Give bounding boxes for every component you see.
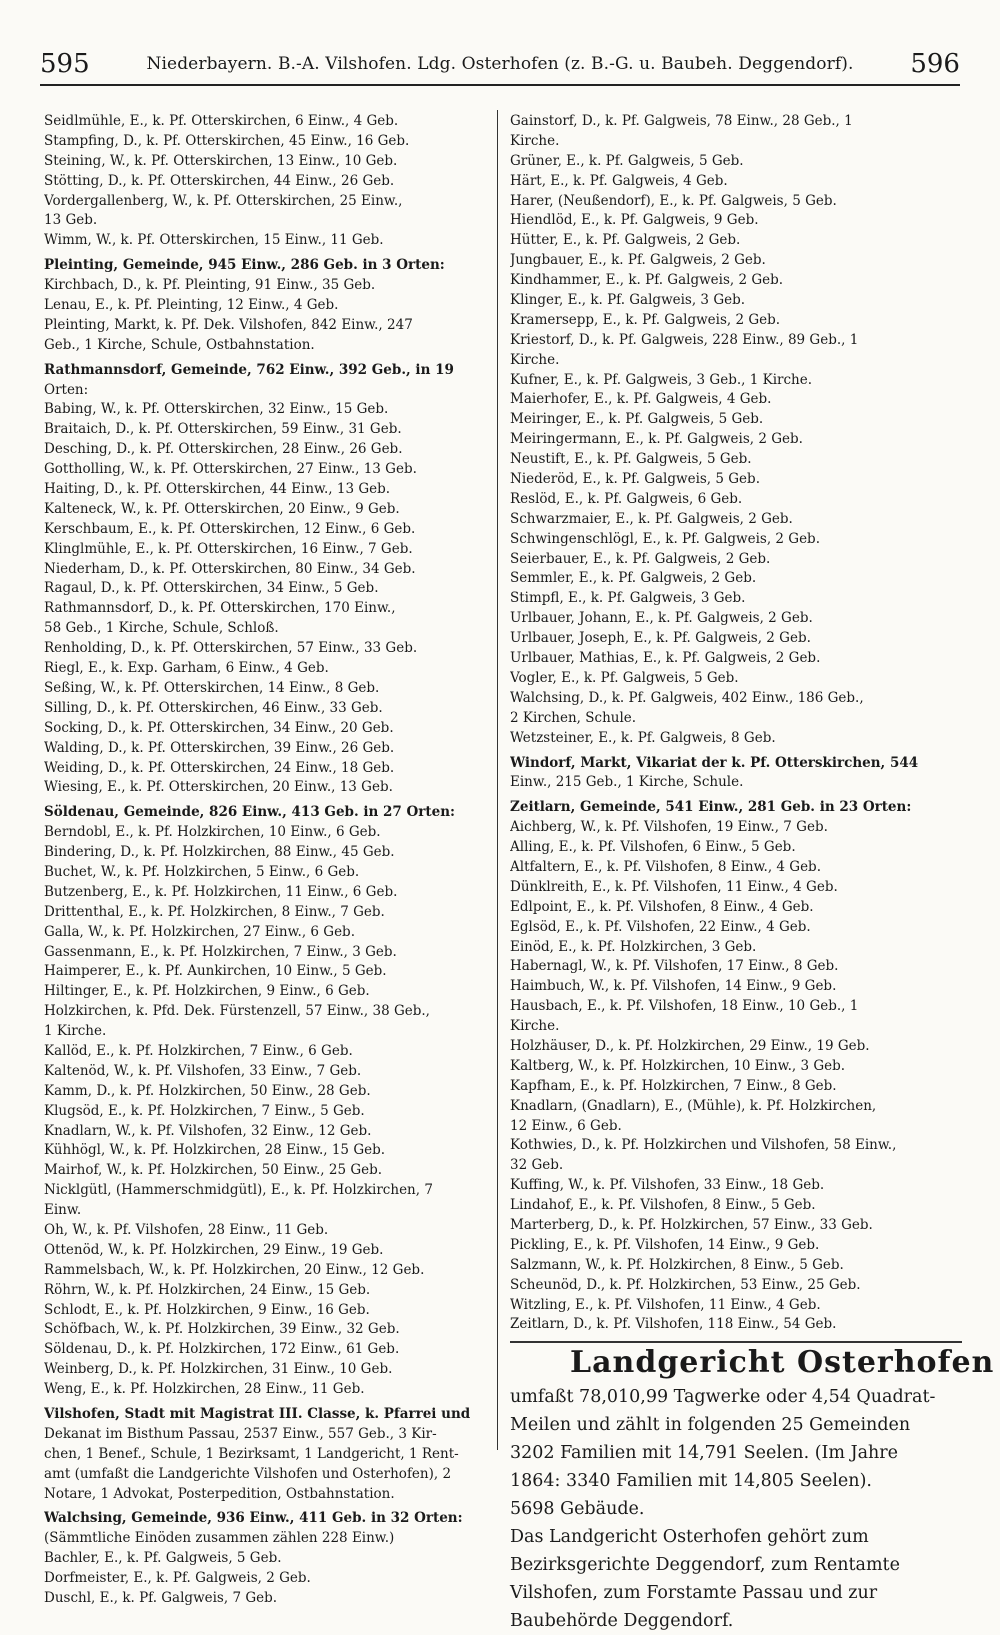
right-column-entries — [510, 112, 962, 1335]
entry-line: Seidlmühle, E., k. Pf. Otterskirchen, 6 Einw., 4 Geb. — [44, 113, 399, 129]
entry-line: chen, 1 Benef., Schule, 1 Bezirksamt, 1 Landgericht, 1 Rent- — [44, 1445, 459, 1462]
entry-line: Grüner, E., k. Pf. Galgweis, 5 Geb. — [510, 152, 744, 169]
entry-line: Kothwies, D., k. Pf. Holzkirchen und Vilshofen, 58 Einw., — [510, 1137, 897, 1154]
entry-line: 32 Geb. — [510, 1157, 564, 1174]
landgericht-line: 3202 Familien mit 14,791 Seelen. (Im Jahre — [510, 1443, 899, 1464]
entry-line: Hütter, E., k. Pf. Galgweis, 2 Geb. — [510, 232, 741, 249]
entry-line: Wetzsteiner, E., k. Pf. Galgweis, 8 Geb. — [510, 729, 776, 746]
landgericht-line: 1864: 3340 Familien mit 14,805 Seelen). — [510, 1471, 872, 1492]
entry-line: Orten: — [44, 381, 89, 398]
entry-line: Desching, D., k. Pf. Otterskirchen, 28 Einw., 26 Geb. — [44, 441, 403, 458]
entry-line: Kamm, D., k. Pf. Holzkirchen, 50 Einw., 28 Geb. — [44, 1082, 371, 1099]
entry-line: Klinger, E., k. Pf. Galgweis, 3 Geb. — [510, 292, 746, 309]
entry-line: Dünklreith, E., k. Pf. Vilshofen, 11 Einw., 4 Geb. — [510, 878, 838, 895]
entry-line: Einw. — [44, 1202, 82, 1219]
entry-line: Salzmann, W., k. Pf. Holzkirchen, 8 Einw., 5 Geb. — [510, 1256, 844, 1273]
entry-line: Walding, D., k. Pf. Otterskirchen, 39 Einw., 26 Geb. — [44, 739, 395, 756]
entry-line: Wimm, W., k. Pf. Otterskirchen, 15 Einw., 11 Geb. — [44, 232, 384, 249]
entry-line: Vordergallenberg, W., k. Pf. Otterskirchen, 25 Einw., — [44, 192, 403, 209]
entry-line: Riegl, E., k. Exp. Garham, 6 Einw., 4 Geb. — [44, 660, 329, 677]
entry-line: Eglsöd, E., k. Pf. Vilshofen, 22 Einw., 4 Geb. — [510, 918, 811, 935]
entry-line: Reslöd, E., k. Pf. Galgweis, 6 Geb. — [510, 490, 743, 507]
column-divider — [497, 110, 498, 1450]
entry-line: Walchsing, D., k. Pf. Galgweis, 402 Einw., 186 Geb., — [510, 689, 864, 706]
entry-line: Knadlarn, W., k. Pf. Vilshofen, 32 Einw., 12 Geb. — [44, 1122, 372, 1139]
entry-line: Kufner, E., k. Pf. Galgweis, 3 Geb., 1 Kirche. — [510, 371, 812, 388]
section-heading: Vilshofen, Stadt mit Magistrat III. Classe, k. Pfarrei und — [44, 1406, 471, 1422]
landgericht-line: 5698 Gebäude. — [510, 1499, 645, 1520]
entry-line: Niederham, D., k. Pf. Otterskirchen, 80 Einw., 34 Geb. — [44, 560, 416, 577]
entry-line: Schwingenschlögl, E., k. Pf. Galgweis, 2 Geb. — [510, 530, 820, 547]
entry-line: Einw., 215 Geb., 1 Kirche, Schule. — [510, 774, 744, 791]
entry-line: Einöd, E., k. Pf. Holzkirchen, 3 Geb. — [510, 938, 757, 955]
entry-line: Schlodt, E., k. Pf. Holzkirchen, 9 Einw., 16 Geb. — [44, 1301, 370, 1318]
entry-line: Stimpfl, E., k. Pf. Galgweis, 3 Geb. — [510, 590, 746, 607]
entry-line: Knadlarn, (Gnadlarn), E., (Mühle), k. Pf. Holzkirchen, — [510, 1097, 877, 1114]
entry-line: Urlbauer, Joseph, E., k. Pf. Galgweis, 2 Geb. — [510, 630, 811, 647]
entry-line: Gainstorf, D., k. Pf. Galgweis, 78 Einw., 28 Geb., 1 — [510, 113, 853, 129]
landgericht-description — [510, 1383, 962, 1635]
entry-line: Seierbauer, E., k. Pf. Galgweis, 2 Geb. — [510, 550, 771, 567]
entry-line: Kuffing, W., k. Pf. Vilshofen, 33 Einw., 18 Geb. — [510, 1177, 825, 1194]
landgericht-line: Das Landgericht Osterhofen gehört zum — [510, 1527, 869, 1548]
entry-line: Gottholling, W., k. Pf. Otterskirchen, 27 Einw., 13 Geb. — [44, 461, 417, 478]
entry-line: Wiesing, E., k. Pf. Otterskirchen, 20 Einw., 13 Geb. — [44, 779, 393, 796]
entry-line: Harer, (Neußendorf), E., k. Pf. Galgweis, 5 Geb. — [510, 192, 837, 209]
entry-line: Zeitlarn, D., k. Pf. Vilshofen, 118 Einw., 54 Geb. — [510, 1316, 837, 1333]
entry-line: Stampfing, D., k. Pf. Otterskirchen, 45 Einw., 16 Geb. — [44, 132, 410, 149]
entry-line: Notare, 1 Advokat, Posterpedition, Ostbahnstation. — [44, 1485, 395, 1502]
entry-line: Bachler, E., k. Pf. Galgweis, 5 Geb. — [44, 1550, 282, 1567]
entry-line: Braitaich, D., k. Pf. Otterskirchen, 59 Einw., 31 Geb. — [44, 421, 402, 438]
entry-line: Silling, D., k. Pf. Otterskirchen, 46 Einw., 33 Geb. — [44, 699, 383, 716]
entry-line: Pleinting, Markt, k. Pf. Dek. Vilshofen, 842 Einw., 247 — [44, 316, 413, 333]
entry-line: Habernagl, W., k. Pf. Vilshofen, 17 Einw., 8 Geb. — [510, 958, 839, 975]
section-heading: Zeitlarn, Gemeinde, 541 Einw., 281 Geb. in 23 Orten: — [510, 799, 912, 816]
entry-line: Bindering, D., k. Pf. Holzkirchen, 88 Einw., 45 Geb. — [44, 844, 395, 861]
entry-line: Schöfbach, W., k. Pf. Holzkirchen, 39 Einw., 32 Geb. — [44, 1321, 400, 1338]
entry-line: Klinglmühle, E., k. Pf. Otterskirchen, 16 Einw., 7 Geb. — [44, 540, 413, 557]
entry-line: Kühhögl, W., k. Pf. Holzkirchen, 28 Einw., 15 Geb. — [44, 1142, 386, 1159]
entry-line: Urlbauer, Mathias, E., k. Pf. Galgweis, 2 Geb. — [510, 650, 821, 667]
entry-line: Hiltinger, E., k. Pf. Holzkirchen, 9 Einw., 6 Geb. — [44, 983, 370, 1000]
entry-line: Kindhammer, E., k. Pf. Galgweis, 2 Geb. — [510, 272, 784, 289]
entry-line: Dekanat im Bisthum Passau, 2537 Einw., 557 Geb., 3 Kir- — [44, 1425, 437, 1442]
entry-line: Geb., 1 Kirche, Schule, Ostbahnstation. — [44, 336, 315, 353]
landgericht-line: Meilen und zählt in folgenden 25 Gemeinden — [510, 1415, 911, 1436]
entry-line: Mairhof, W., k. Pf. Holzkirchen, 50 Einw., 25 Geb. — [44, 1162, 383, 1179]
entry-line: Hiendlöd, E., k. Pf. Galgweis, 9 Geb. — [510, 212, 759, 229]
page-number-left: 595 — [40, 49, 90, 79]
entry-line: Dorfmeister, E., k. Pf. Galgweis, 2 Geb. — [44, 1570, 311, 1587]
entry-line: Ottenöd, W., k. Pf. Holzkirchen, 29 Einw., 19 Geb. — [44, 1241, 384, 1258]
entry-line: Semmler, E., k. Pf. Galgweis, 2 Geb. — [510, 570, 757, 587]
entry-line: Kerschbaum, E., k. Pf. Otterskirchen, 12 Einw., 6 Geb. — [44, 520, 416, 537]
entry-line: Aichberg, W., k. Pf. Vilshofen, 19 Einw., 7 Geb. — [510, 819, 828, 836]
right-column — [510, 112, 995, 1635]
entry-line: Röhrn, W., k. Pf. Holzkirchen, 24 Einw., 15 Geb. — [44, 1281, 371, 1298]
entry-line: Kriestorf, D., k. Pf. Galgweis, 228 Einw., 89 Geb., 1 — [510, 331, 859, 348]
landgericht-title: Landgericht Osterhofen — [570, 1345, 995, 1381]
entry-line: Oh, W., k. Pf. Vilshofen, 28 Einw., 11 Geb. — [44, 1221, 329, 1238]
section-heading: Söldenau, Gemeinde, 826 Einw., 413 Geb. in 27 Orten: — [44, 804, 455, 821]
entry-line: Kapfham, E., k. Pf. Holzkirchen, 7 Einw., 8 Geb. — [510, 1077, 837, 1094]
page-number-right: 596 — [910, 49, 960, 79]
entry-line: Haiting, D., k. Pf. Otterskirchen, 44 Einw., 13 Geb. — [44, 481, 391, 498]
entry-line: Hausbach, E., k. Pf. Vilshofen, 18 Einw., 10 Geb., 1 — [510, 998, 859, 1015]
entry-line: Kalteneck, W., k. Pf. Otterskirchen, 20 Einw., 9 Geb. — [44, 500, 400, 517]
entry-line: Härt, E., k. Pf. Galgweis, 4 Geb. — [510, 172, 728, 189]
section-heading: Walchsing, Gemeinde, 936 Einw., 411 Geb. in 32 Orten: — [44, 1510, 463, 1527]
entry-line: Schwarzmaier, E., k. Pf. Galgweis, 2 Geb. — [510, 510, 793, 527]
entry-line: Drittenthal, E., k. Pf. Holzkirchen, 8 Einw., 7 Geb. — [44, 903, 385, 920]
entry-line: Kirche. — [510, 1018, 560, 1035]
entry-line: 13 Geb. — [44, 212, 98, 229]
entry-line: 1 Kirche. — [44, 1023, 107, 1040]
entry-line: Altfaltern, E., k. Pf. Vilshofen, 8 Einw., 4 Geb. — [510, 858, 821, 875]
entry-line: Duschl, E., k. Pf. Galgweis, 7 Geb. — [44, 1590, 278, 1607]
entry-line: Klugsöd, E., k. Pf. Holzkirchen, 7 Einw., 5 Geb. — [44, 1102, 365, 1119]
entry-line: Kaltenöd, W., k. Pf. Vilshofen, 33 Einw., 7 Geb. — [44, 1062, 362, 1079]
entry-line: Alling, E., k. Pf. Vilshofen, 6 Einw., 5 Geb. — [510, 839, 796, 856]
entry-line: Holzhäuser, D., k. Pf. Holzkirchen, 29 Einw., 19 Geb. — [510, 1037, 870, 1054]
entry-line: Weiding, D., k. Pf. Otterskirchen, 24 Einw., 18 Geb. — [44, 759, 395, 776]
entry-line: Edlpoint, E., k. Pf. Vilshofen, 8 Einw., 4 Geb. — [510, 898, 814, 915]
entry-line: Lindahof, E., k. Pf. Vilshofen, 8 Einw., 5 Geb. — [510, 1197, 816, 1214]
section-heading: Windorf, Markt, Vikariat der k. Pf. Otterskirchen, 544 — [510, 754, 919, 771]
entry-line: Pickling, E., k. Pf. Vilshofen, 14 Einw., 9 Geb. — [510, 1236, 820, 1253]
entry-line: Gassenmann, E., k. Pf. Holzkirchen, 7 Einw., 3 Geb. — [44, 943, 397, 960]
entry-line: amt (umfaßt die Landgerichte Vilshofen und Osterhofen), 2 — [44, 1465, 452, 1482]
entry-line: Meiringer, E., k. Pf. Galgweis, 5 Geb. — [510, 411, 764, 428]
entry-line: Galla, W., k. Pf. Holzkirchen, 27 Einw., 6 Geb. — [44, 923, 355, 940]
entry-line: Rathmannsdorf, D., k. Pf. Otterskirchen, 170 Einw., — [44, 600, 396, 617]
entry-line: Marterberg, D., k. Pf. Holzkirchen, 57 Einw., 33 Geb. — [510, 1216, 873, 1233]
entry-line: Kirchbach, D., k. Pf. Pleinting, 91 Einw., 35 Geb. — [44, 277, 376, 294]
entry-line: Nicklgütl, (Hammerschmidgütl), E., k. Pf. Holzkirchen, 7 — [44, 1182, 433, 1199]
entry-line: Seßing, W., k. Pf. Otterskirchen, 14 Einw., 8 Geb. — [44, 679, 380, 696]
entry-line: Weinberg, D., k. Pf. Holzkirchen, 31 Einw., 10 Geb. — [44, 1361, 393, 1378]
entry-line: Witzling, E., k. Pf. Vilshofen, 11 Einw., 4 Geb. — [510, 1296, 821, 1313]
entry-line: Kallöd, E., k. Pf. Holzkirchen, 7 Einw., 6 Geb. — [44, 1042, 353, 1059]
entry-line: Kirche. — [510, 132, 560, 149]
entry-line: Steining, W., k. Pf. Otterskirchen, 13 Einw., 10 Geb. — [44, 152, 398, 169]
entry-line: Rammelsbach, W., k. Pf. Holzkirchen, 20 Einw., 12 Geb. — [44, 1261, 425, 1278]
entry-line: Neustift, E., k. Pf. Galgweis, 5 Geb. — [510, 451, 752, 468]
entry-line: Jungbauer, E., k. Pf. Galgweis, 2 Geb. — [510, 252, 766, 269]
entry-line: Kirche. — [510, 351, 560, 368]
landgericht-line: umfaßt 78,010,99 Tagwerke oder 4,54 Quadrat- — [510, 1387, 936, 1408]
entry-line: Kramersepp, E., k. Pf. Galgweis, 2 Geb. — [510, 311, 781, 328]
entry-line: Butzenberg, E., k. Pf. Holzkirchen, 11 Einw., 6 Geb. — [44, 883, 398, 900]
entry-line: Vogler, E., k. Pf. Galgweis, 5 Geb. — [510, 669, 739, 686]
entry-line: Söldenau, D., k. Pf. Holzkirchen, 172 Einw., 61 Geb. — [44, 1341, 400, 1358]
entry-line: Berndobl, E., k. Pf. Holzkirchen, 10 Einw., 6 Geb. — [44, 824, 381, 841]
entry-line: Ragaul, D., k. Pf. Otterskirchen, 34 Einw., 5 Geb. — [44, 580, 379, 597]
entry-line: Socking, D., k. Pf. Otterskirchen, 34 Einw., 20 Geb. — [44, 719, 394, 736]
entry-line: Holzkirchen, k. Pfd. Dek. Fürstenzell, 57 Einw., 38 Geb., — [44, 1003, 430, 1020]
left-column — [44, 112, 486, 1609]
landgericht-line: Vilshofen, zum Forstamte Passau und zur — [510, 1583, 878, 1604]
entry-line: (Sämmtliche Einöden zusammen zählen 228 Einw.) — [44, 1530, 395, 1547]
entry-line: Scheunöd, D., k. Pf. Holzkirchen, 53 Einw., 25 Geb. — [510, 1276, 861, 1293]
entry-line: Renholding, D., k. Pf. Otterskirchen, 57 Einw., 33 Geb. — [44, 640, 418, 657]
entry-line: Urlbauer, Johann, E., k. Pf. Galgweis, 2 Geb. — [510, 610, 813, 627]
entry-line: Haimperer, E., k. Pf. Aunkirchen, 10 Einw., 5 Geb. — [44, 963, 387, 980]
section-heading: Pleinting, Gemeinde, 945 Einw., 286 Geb. in 3 Orten: — [44, 257, 445, 274]
entry-line: 58 Geb., 1 Kirche, Schule, Schloß. — [44, 620, 279, 637]
entry-line: Buchet, W., k. Pf. Holzkirchen, 5 Einw., 6 Geb. — [44, 863, 360, 880]
entry-line: 12 Einw., 6 Geb. — [510, 1117, 622, 1134]
entry-line: Niederöd, E., k. Pf. Galgweis, 5 Geb. — [510, 471, 760, 488]
entry-line: Stötting, D., k. Pf. Otterskirchen, 44 Einw., 26 Geb. — [44, 172, 395, 189]
entry-line: 2 Kirchen, Schule. — [510, 709, 637, 726]
entry-line: Kaltberg, W., k. Pf. Holzkirchen, 10 Einw., 3 Geb. — [510, 1057, 846, 1074]
section-rule — [510, 1341, 962, 1343]
entry-line: Meiringermann, E., k. Pf. Galgweis, 2 Geb. — [510, 431, 803, 448]
entry-line: Haimbuch, W., k. Pf. Vilshofen, 14 Einw., 9 Geb. — [510, 978, 837, 995]
entry-line: Babing, W., k. Pf. Otterskirchen, 32 Einw., 15 Geb. — [44, 401, 389, 418]
entry-line: Weng, E., k. Pf. Holzkirchen, 28 Einw., 11 Geb. — [44, 1381, 365, 1398]
running-title: Niederbayern. B.-A. Vilshofen. Ldg. Osterhofen (z. B.-G. u. Baubeh. Deggendorf). — [146, 54, 854, 74]
landgericht-line: Baubehörde Deggendorf. — [510, 1611, 734, 1632]
section-heading: Rathmannsdorf, Gemeinde, 762 Einw., 392 Geb., in 19 — [44, 361, 454, 378]
page-header — [40, 44, 960, 86]
entry-line: Maierhofer, E., k. Pf. Galgweis, 4 Geb. — [510, 391, 772, 408]
entry-line: Lenau, E., k. Pf. Pleinting, 12 Einw., 4 Geb. — [44, 297, 339, 314]
landgericht-line: Bezirksgerichte Deggendorf, zum Rentamte — [510, 1555, 900, 1576]
